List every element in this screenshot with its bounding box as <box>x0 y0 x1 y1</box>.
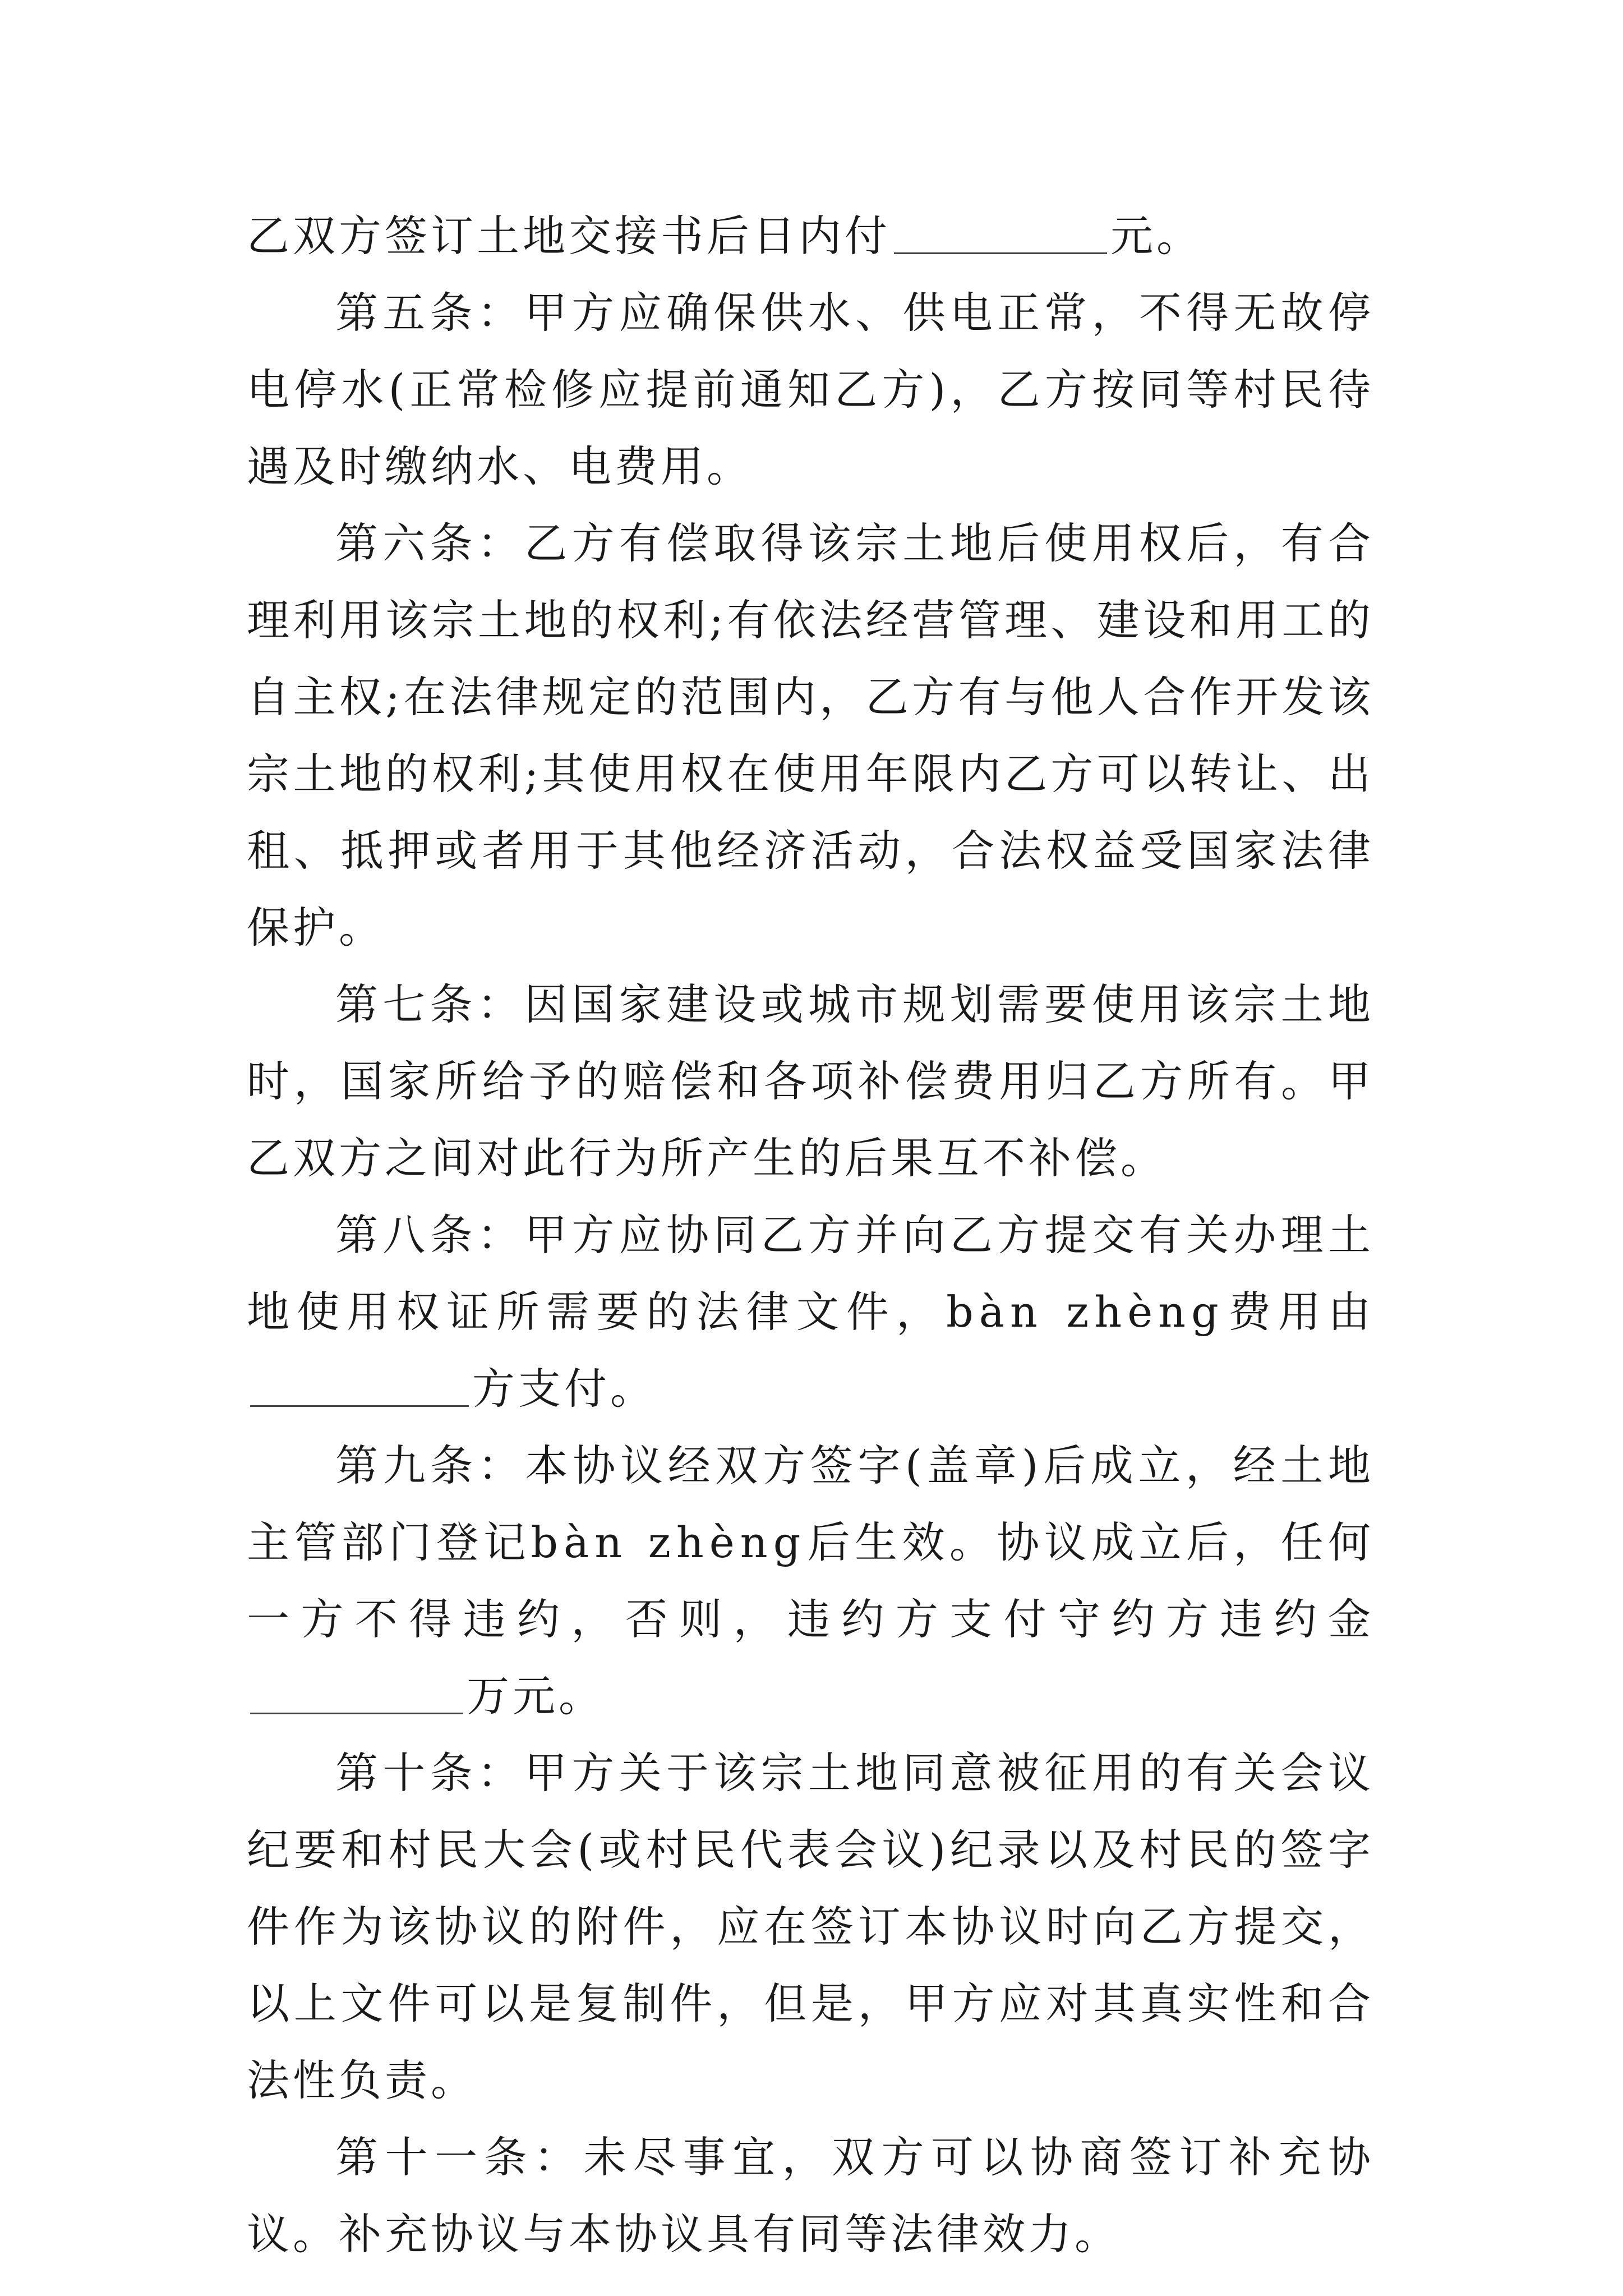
article-11: 第十一条：未尽事宜，双方可以协商签订补充协议。补充协议与本协议具有同等法律效力。 <box>247 2132 1374 2259</box>
article-6: 第六条：乙方有偿取得该宗土地后使用权后，有合理利用该宗土地的权利;有依法经营管理、建设和用工的自主权;在法律规定的范围内，乙方有与他人合作开发该宗土地的权利;其使用权在使用年限内乙方可以转让、出租、抵押或者用于其他经济活动，合法权益受国家法律保护。 <box>247 518 1374 953</box>
article-8-text: 第八条：甲方应协同乙方并向乙方提交有关办理土地使用权证所需要的法律文件， <box>247 1210 1374 1337</box>
fee-payer-blank <box>250 1363 469 1407</box>
article-8-fee-text: 费用由 <box>1224 1287 1375 1337</box>
article-9-pinyin: bàn zhèng <box>531 1517 806 1567</box>
article-9-middle: 后生效。协议成立后，任何一方不得违约，否则，违约方支付守约方违约金 <box>247 1517 1375 1644</box>
payment-text: 乙双方签订土地交接书后日内付 <box>247 211 891 261</box>
article-10: 第十条：甲方关于该宗土地同意被征用的有关会议纪要和村民大会(或村民代表会议)纪录以及村民的签字件作为该协议的附件，应在签订本协议时向乙方提交，以上文件可以是复制件，但是，甲方应对其真实性和合法性负责。 <box>247 1748 1374 2105</box>
article-9 <box>247 1427 1374 1734</box>
article-9-text: 第九条：本协议经双方签字(盖章)后成立，经土地主管部门登记 <box>247 1441 1374 1567</box>
article-8 <box>247 1197 1374 1427</box>
payment-unit: 元。 <box>1110 211 1202 261</box>
article-5: 第五条：甲方应确保供水、供电正常，不得无故停电停水(正常检修应提前通知乙方)，乙方按同等村民待遇及时缴纳水、电费用。 <box>247 288 1374 491</box>
penalty-amount-blank <box>250 1670 463 1714</box>
article-8-pinyin: bàn zhèng <box>946 1287 1224 1337</box>
payment-amount-blank <box>894 210 1107 254</box>
document-body <box>247 197 1374 2272</box>
article-8-end: 方支付。 <box>472 1364 656 1414</box>
article-9-end: 万元。 <box>467 1671 605 1721</box>
article-7: 第七条：因国家建设或城市规划需要使用该宗土地时，国家所给予的赔偿和各项补偿费用归乙方所有。甲乙双方之间对此行为所产生的后果互不补偿。 <box>247 979 1374 1183</box>
paragraph-continued-payment <box>247 197 1374 274</box>
